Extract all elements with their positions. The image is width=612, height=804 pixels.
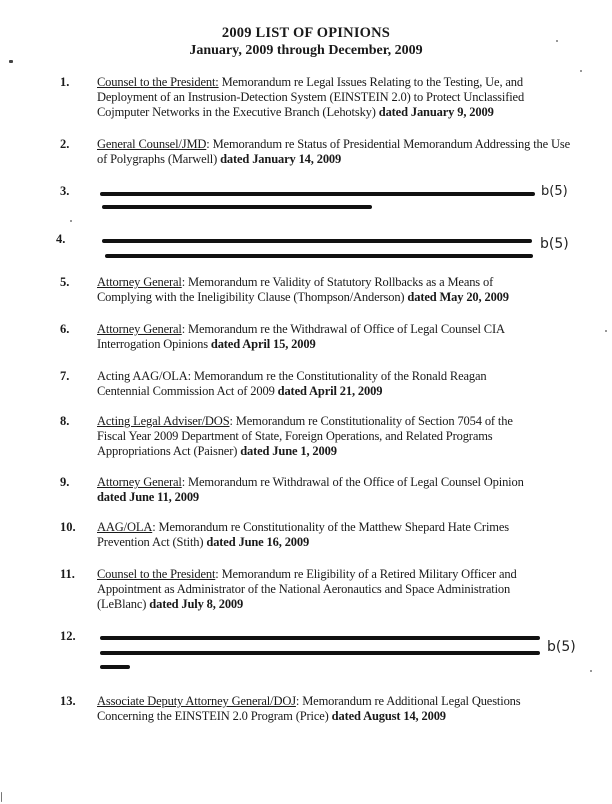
- item-number: 12.: [60, 629, 76, 643]
- redaction-bar: [100, 636, 540, 640]
- item-number: 8.: [60, 414, 70, 428]
- item-date: dated April 15, 2009: [210, 337, 316, 351]
- item-date: dated April 21, 2009: [277, 384, 383, 398]
- item-description: : Memorandum re Withdrawal of the Office of Legal Counsel Opinion: [181, 475, 524, 489]
- redaction-bar: [100, 665, 130, 669]
- item-description: : Memorandum re Constitutionality of Section 7054 of the Fiscal Year 2009 Department of State, Foreign Operations, and Related Programs Appropriations Act (Paisner): [97, 414, 513, 458]
- page-title: 2009 LIST OF OPINIONS: [221, 25, 391, 41]
- item-description: Acting AAG/OLA: Memorandum re the Constitutionality of the Ronald Reagan Centennial Commission Act of 2009: [97, 369, 487, 398]
- item-description: Memorandum re Legal Issues Relating to the Testing, Ue, and Deployment of an Instrusion-Detection System (EINSTEIN 2.0) to Protect Unclassified Cojmputer Networks in the Executive Branch (Lehotsky): [97, 75, 525, 119]
- scan-speck: [70, 220, 72, 222]
- item-number: 4.: [56, 232, 66, 246]
- page-subtitle: January, 2009 through December, 2009: [189, 43, 423, 58]
- redaction-bar: [102, 239, 532, 243]
- item-text: [97, 520, 542, 550]
- item-number: 9.: [60, 475, 70, 489]
- item-text: [97, 369, 522, 399]
- scan-speck: [590, 670, 592, 672]
- item-text: [97, 75, 577, 120]
- redaction-bar: [100, 651, 540, 655]
- item-number: 13.: [60, 694, 76, 708]
- scan-speck: [556, 40, 558, 42]
- item-date: dated January 9, 2009: [378, 105, 494, 119]
- item-number: 6.: [60, 322, 70, 336]
- item-requester: Counsel to the President: [97, 567, 216, 581]
- item-requester: Attorney General: [97, 475, 182, 489]
- item-requester: Associate Deputy Attorney General/DOJ: [97, 694, 296, 708]
- item-requester: Attorney General: [97, 275, 182, 289]
- item-number: 5.: [60, 275, 70, 289]
- item-number: 11.: [60, 567, 75, 581]
- exemption-mark: b(5): [547, 639, 576, 655]
- redaction-bar: [102, 205, 372, 209]
- scan-speck: [580, 70, 582, 72]
- item-date: dated July 8, 2009: [149, 597, 244, 611]
- scan-speck: [1, 792, 2, 802]
- exemption-mark: b(5): [540, 236, 569, 252]
- item-date: dated June 16, 2009: [206, 535, 310, 549]
- item-date: dated May 20, 2009: [407, 290, 509, 304]
- item-number: 10.: [60, 520, 76, 534]
- item-text: [97, 137, 572, 167]
- item-description: : Memorandum re Additional Legal Questions Concerning the EINSTEIN 2.0 Program (Price): [97, 694, 521, 723]
- item-date: dated June 11, 2009: [97, 490, 200, 504]
- item-number: 3.: [60, 184, 70, 198]
- item-requester: Counsel to the President:: [97, 75, 219, 89]
- redaction-bar: [105, 254, 533, 258]
- item-date: dated June 1, 2009: [240, 444, 337, 458]
- scan-speck: [9, 60, 13, 63]
- item-text: [97, 694, 547, 724]
- item-description: : Memorandum re Eligibility of a Retired Military Officer and Appointment as Administrator of the National Aeronautics and Space Administration (LeBlanc): [97, 567, 517, 611]
- item-requester: Attorney General: [97, 322, 182, 336]
- item-text: [97, 322, 537, 352]
- item-date: dated August 14, 2009: [331, 709, 446, 723]
- item-text: [97, 567, 557, 612]
- item-requester: Acting Legal Adviser/DOS: [97, 414, 230, 428]
- item-number: 2.: [60, 137, 70, 151]
- item-requester: General Counsel/JMD: [97, 137, 207, 151]
- item-description: : Memorandum re Validity of Statutory Rollbacks as a Means of Complying with the Ineligibility Clause (Thompson/Anderson): [97, 275, 494, 304]
- scan-speck: [605, 330, 607, 332]
- item-text: [97, 275, 527, 305]
- item-description: : Memorandum re the Withdrawal of Office of Legal Counsel CIA Interrogation Opinions: [97, 322, 505, 351]
- item-description: : Memorandum re Constitutionality of the Matthew Shepard Hate Crimes Prevention Act (Stith): [97, 520, 509, 549]
- item-number: 1.: [60, 75, 70, 89]
- redaction-bar: [100, 192, 535, 196]
- item-description: : Memorandum re Status of Presidential Memorandum Addressing the Use of Polygraphs (Marwell): [97, 137, 570, 166]
- item-text: [97, 414, 522, 459]
- item-requester: AAG/OLA: [97, 520, 153, 534]
- item-number: 7.: [60, 369, 70, 383]
- item-text: [97, 475, 537, 505]
- exemption-mark: b(5): [541, 184, 568, 199]
- item-date: dated January 14, 2009: [220, 152, 342, 166]
